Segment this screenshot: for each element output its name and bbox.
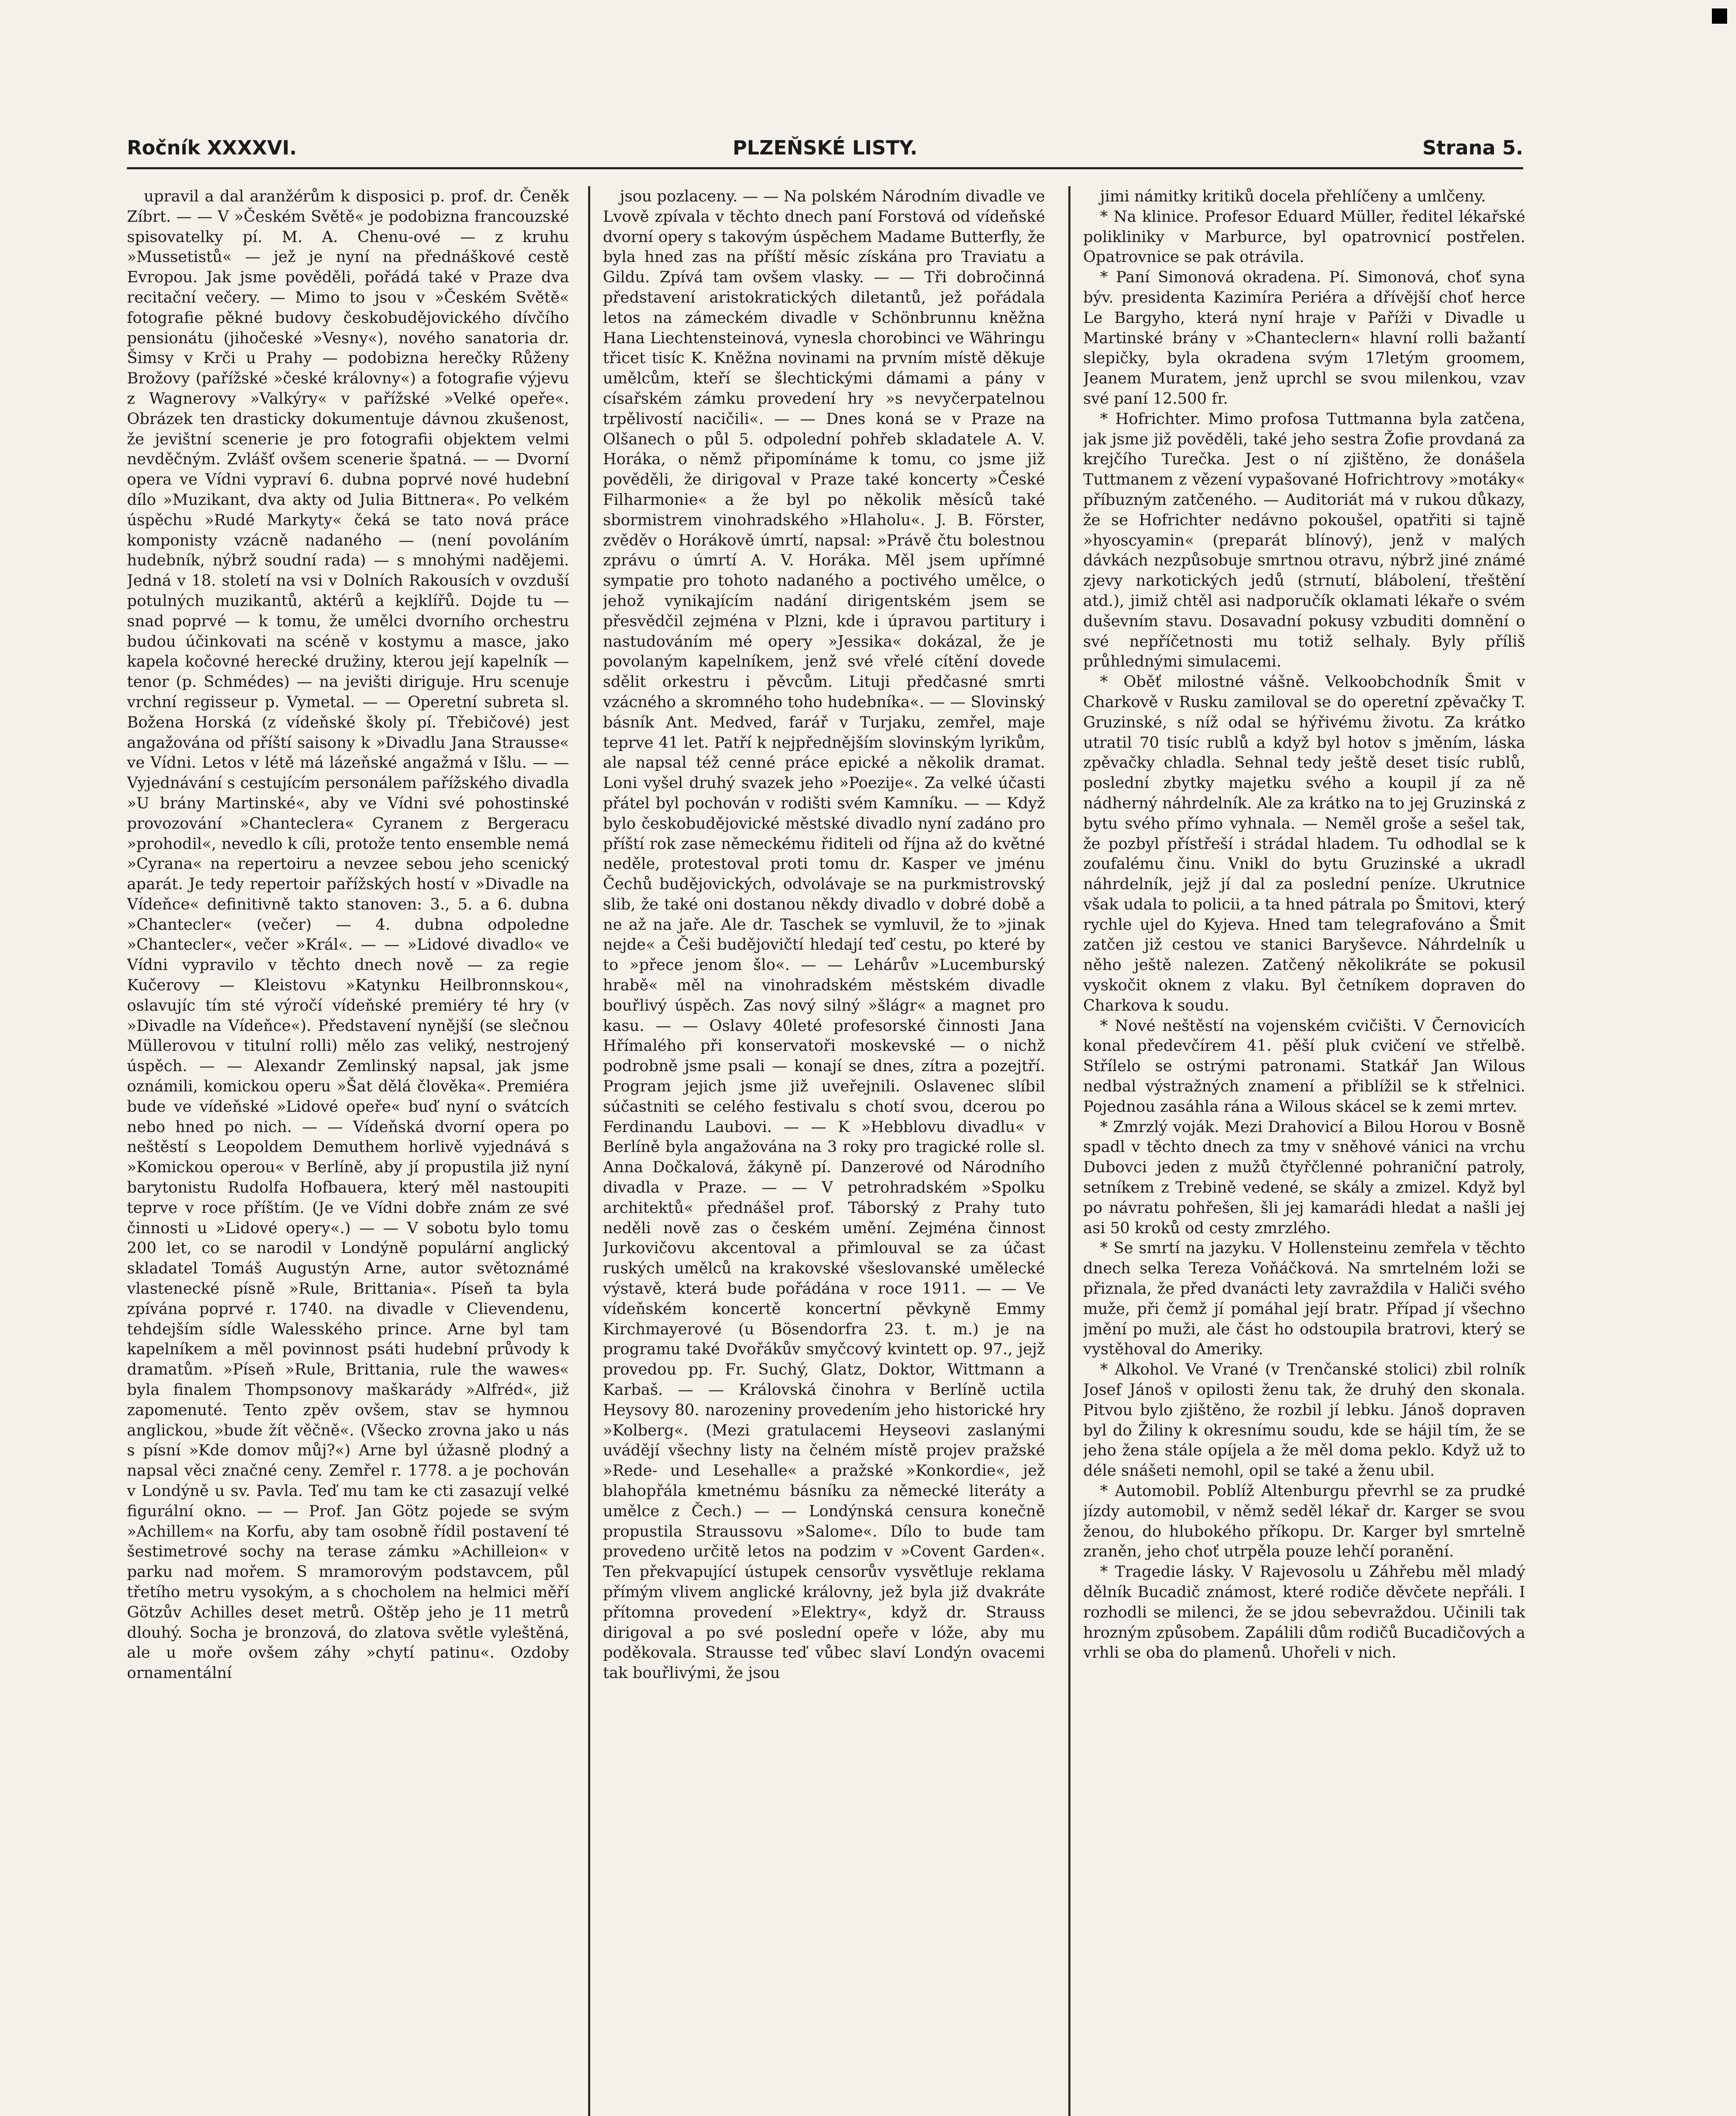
news-item-se-smrti: * Se smrtí na jazyku. V Hollensteinu zemřela v těchto dnech selka Tereza Voňáčková. Na smrtelném loži se přiznala, že před dvanácti lety zavraždila v Haliči svého muže, při čemž jí pomáhal její bratr. Případ jí všechno jmění po muži, ale část ho odstoupila bratrovi, který se vystěhoval do Ameriky. <box>1083 1239 1525 1358</box>
column-2-text: jsou pozlaceny. — — Na polském Národním divadle ve Lvově zpívala v těchto dnech paní Forstová od vídeňské dvorní opery s takovým úspěchem Madame Butterfly, že byla hned zas na příští měsíc získána pro Traviatu a Gildu. Zpívá tam ovšem vlasky. — — Tři dobročinná představení aristokratických diletantů, jež pořádala letos na zámeckém divadle v Schönbrunnu kněžna Hana Liechtensteinová, vynesla chorobinci ve Währingu třicet tisíc K. Kněžna novinami na prvním místě děkuje umělcům, kteří se šlechtickými dámami a pány v císařském zámku provedení hry »s nevyčerpatelnou trpělivostí nacičili«. — — Dnes koná se v Praze na Olšanech o půl 5. odpolední pohřeb skladatele A. V. Horáka, o němž připomínáme k tomu, co jsme již pověděli, že dirigoval v Praze také koncerty »České Filharmonie« a že byl po několik měsíců také sbormistrem vinohradského »Hlaholu«. J. B. Förster, zvěděv o Horákově úmrtí, napsal: »Právě čtu bolestnou zprávu o úmrtí A. V. Horáka. Měl jsem upřímné sympatie pro tohoto nadaného a poctivého umělce, o jehož vynikajícím nadání dirigentském jsem se přesvědčil zejména v Plzni, kde i úpravou partitury i nastudováním mé opery »Jessika« dokázal, že je povolaným kapelníkem, jenž své vřelé cítění dovede sdělit orkestru i pěvcům. Lituji předčasné smrti vzácného a skromného toho hudebníka«. — — Slovinský básník Ant. Medved, farář v Turjaku, zemřel, maje teprve 41 let. Patří k nejpřednějším slovinským lyrikům, ale napsal též cenné práce epické a několik dramat. Loni vyšel druhý svazek jeho »Poezije«. Za velké účasti přátel byl pochován v rodišti svém Kamníku. — — Když bylo českobudějovické městské divadlo nyní zadáno pro příští rok zase německému řiditeli od října až do květné neděle, protestoval proti tomu dr. Kasper ve jménu Čechů budějovických, odvolávaje se na purkmistrovský slib, že také oni dostanou někdy divadlo v dobré době a ne až na jaře. Ale dr. Taschek se vymluvil, že to »jinak nejde« a Češi budějovičtí hledají teď cestu, po které by to »přece jenom šlo«. — — Lehárův »Lucemburský hrabě« měl na vinohradském městském divadle bouřlivý úspěch. Zas nový silný »šlágr« a magnet pro kasu. — — Oslavy 40leté profesorské činnosti Jana Hřímalého při konservatoři moskevské — o nichž podrobně jsme psali — konají se dnes, zítra a pozejtří. Program jejich jsme již uveřejnili. Oslavenec slíbil súčastniti se celého festivalu s chotí svou, dcerou po Ferdinandu Laubovi. — — K »Hebblovu divadlu« v Berlíně byla angažována na 3 roky pro tragické rolle sl. Anna Dočkalová, žákyně pí. Danzerové od Národního divadla v Praze. — — V petrohradském »Spolku architektů« přednášel prof. Táborský z Prahy tuto neděli nově zas o českém umění. Zejména činnost Jurkovičovu akcentoval a přimlouval se za účast ruských umělců na krakovské všeslovanské umělecké výstavě, která bude pořádána v roce 1911. — — Ve vídeňském koncertě koncertní pěvkyně Emmy Kirchmayerové (u Bösendorfra 23. t. m.) je na programu také Dvořákův smyčcový kvintett op. 97., jejž provedou pp. Fr. Suchý, Glatz, Doktor, Wittmann a Karbaš. — — Královská činohra v Berlíně uctila Heysovy 80. narozeniny provedením jeho historické hry »Kolberg«. (Mezi gratulacemi Heyseovi zaslanými uvádějí všechny listy na čelném místě projev pražské »Rede- und Lesehalle« a pražské »Konkordie«, jež blahopřála kmetnému básníku za německé literáty a umělce z Čech.) — — Londýnská censura konečně propustila Straussovu »Salome«. Dílo to bude tam provedeno určitě letos na podzim v »Covent Garden«. Ten překvapující ústupek censorův vysvětluje reklama přímým vlivem anglické královny, jež byla již dvakráte přítomna provedení »Elektry«, když dr. Strauss dirigoval a po své poslední opeře v lóže, aby mu poděkovala. Strausse teď vůbec slaví Londýn ovacemi tak bouřlivými, že jsou <box>603 187 1045 1682</box>
newspaper-title: PLZEŇSKÉ LISTY. <box>732 136 918 159</box>
news-item-klinika: * Na klinice. Profesor Eduard Müller, ředitel lékařské polikliniky v Marburce, byl opatrovnicí postřelen. Opatrovnice se pak otrávila. <box>1083 207 1525 266</box>
column-2 <box>603 186 1045 2116</box>
news-item-obet-vasne: * Oběť milostné vášně. Velkoobchodník Šmit v Charkově v Rusku zamiloval se do operetní zpěvačky T. Gruzinské, s níž odal se hýřivému životu. Za krátko utratil 70 tisíc rublů a když byl hotov s jměním, láska zpěvačky chladla. Sehnal tedy ještě deset tisíc rublů, poslední zbytky majetku svého a koupil jí za ně nádherný náhrdelník. Ale za krátko na to jej Gruzinská z bytu svého přímo vyhnala. — Neměl groše a sešel tak, že pozbyl přístřeší i strádal hladem. Tu odhodlal se k zoufalému činu. Vnikl do bytu Gruzinské a ukradl náhrdelník, jejž jí dal za poslední peníze. Ukrutnice však udala to policii, a ta hned pátrala po Šmitovi, který rychle ujel do Kyjeva. Hned tam telegrafováno a Šmit zatčen již cestou ve stanici Baryševce. Náhrdelník u něho ještě nalezen. Zatčený několikráte se pokusil vyskočit oknem z vlaku. Byl četníkem dopraven do Charkova k soudu. <box>1083 672 1525 1014</box>
column-1 <box>127 186 569 2116</box>
news-item-hofrichter: * Hofrichter. Mimo profosa Tuttmanna byla zatčena, jak jsme již pověděli, také jeho sestra Žofie provdaná za krejčího Turečka. Jest o ní zjištěno, že donášela Tuttmanem z vězení vypašované Hofrichtrovy »motáky« příbuzným zatčeného. — Auditoriát má v rukou důkazy, že se Hofrichter nedávno pokoušel, opatřiti si tajně »hyoscyamin« (preparát blínový), jenž v malých dávkách nezpůsobuje smrtnou otravu, nýbrž jiné známé zjevy narkotických jedů (strnutí, blábolení, třeštění atd.), jimiž chtěl asi nadporučík oklamati lékaře o svém duševním stavu. Dosavadní pokusy vzbuditi domnění o své nepříčetnosti mu totiž selhaly. Byly příliš průhlednými simulacemi. <box>1083 409 1525 671</box>
news-item-tragedie: * Tragedie lásky. V Rajevosolu u Záhřebu měl mladý dělník Bucadič známost, které rodiče děvčete nepřáli. I rozhodli se milenci, že se jdou sebevraždou. Učinili tak hrozným způsobem. Zapálili dům rodičů Bucadičových a vrhli se oba do plamenů. Uhořeli v nich. <box>1083 1562 1525 1662</box>
news-item-cvicite: * Nové neštěstí na vojenském cvičišti. V Černovicích konal předevčírem 41. pěší pluk cvičení ve střelbě. Střílelo se ostrými patronami. Statkář Jan Wilous nedbal výstražných znamení a přiblížil se k střelnici. Pojednou zasáhla rána a Wilous skácel se k zemi mrtev. <box>1083 1016 1525 1116</box>
page-number: Strana 5. <box>1422 136 1523 159</box>
news-item-simonova: * Paní Simonová okradena. Pí. Simonová, choť syna býv. presidenta Kazimíra Periéra a dřívější choť herce Le Bargyho, která nyní hraje v Paříži v Divadle u Martinské brány v »Chanteclern« hlavní rolli bažantí slepičky, byla okradena svým 17letým groomem, Jeanem Muratem, jenž uprchl se svou milenkou, vzav své paní 12.500 fr. <box>1083 268 1525 408</box>
page-header <box>127 127 1523 169</box>
volume-number: Ročník XXXXVI. <box>127 136 297 159</box>
column-1-text: upravil a dal aranžérům k disposici p. prof. dr. Čeněk Zíbrt. — — V »Českém Světě« je podobizna francouzské spisovatelky pí. M. A. Chenu-ové — z kruhu »Mussetistů« — jež je nyní na přednáškové cestě Evropou. Jak jsme pověděli, pořádá také v Praze dva recitační večery. — Mimo to jsou v »Českém Světě« fotografie pěkné budovy českobudějovického dívčího pensionátu (jihočeské »Vesny«), nového sanatoria dr. Šimsy v Krči u Prahy — podobizna herečky Růženy Brožovy (pařížské »české královny«) a fotografie výjevu z Wagnerovy »Valkýry« v pařížské »Velké opeře«. Obrázek ten drasticky dokumentuje dávnou zkušenost, že jevištní scenerie je pro fotografii objektem velmi nevděčným. Zvlášť ovšem scenerie špatná. — — Dvorní opera ve Vídni vypraví 6. dubna poprvé nové hudební dílo »Muzikant, dva akty od Julia Bittnera«. Po velkém úspěchu »Rudé Markyty« čeká se tato nová práce komponisty vzácně nadaného — (není povoláním hudebník, nýbrž soudní rada) — s mnohými nadějemi. Jedná v 18. století na vsi v Dolních Rakousích v ovzduší potulných muzikantů, aktérů a kejklířů. Dojde tu — snad poprvé — k tomu, že umělci dvorního orchestru budou účinkovati na scéně v kostymu a masce, jako kapela kočovné herecké družiny, kterou její kapelník — tenor (p. Schmédes) — na jevišti diriguje. Hru scenuje vrchní regisseur p. Vymetal. — — Operetní subreta sl. Božena Horská (z vídeňské školy pí. Třebičové) jest angažována od příští saisony k »Divadlu Jana Strausse« ve Vídni. Letos v létě má lázeňské angažmá v Išlu. — — Vyjednávání s cestujícím personálem pařížského divadla »U brány Martinské«, aby ve Vídni své pohostinské provozování »Chanteclera« Cyranem z Bergeracu »prohodil«, nevedlo k cíli, protože tento ensemble nemá »Cyrana« na repertoiru a nevzee sebou jeho scenický aparát. Je tedy repertoir pařížských hostí v »Divadle na Vídeňce« definitivně takto stanoven: 3., 5. a 6. dubna »Chantecler« (večer) — 4. dubna odpoledne »Chantecler«, večer »Král«. — — »Lidové divadlo« ve Vídni vypravilo v těchto dnech nově — za regie Kučerovy — Kleistovu »Katynku Heilbronnskou«, oslavujíc tím sté výročí vídeňské premiéry té hry (v »Divadle na Vídeňce«). Představení nynější (se slečnou Müllerovou v titulní rolli) mělo zas veliký, nestrojený úspěch. — — Alexandr Zemlinský napsal, jak jsme oznámili, komickou operu »Šat dělá člověka«. Premiéra bude ve vídeňské »Lidové opeře« buď nyní o svátcích nebo hned po nich. — — Vídeňská dvorní opera po neštěstí s Leopoldem Demuthem horlivě vyjednává s »Komickou operou« v Berlíně, aby jí propustila již nyní barytonistu Rudolfa Hofbauera, který měl nastoupiti teprve v roce příštím. (Je ve Vídni dobře znám ze své činnosti u »Lidové opery«.) — — V sobotu bylo tomu 200 let, co se narodil v Londýně populární anglický skladatel Tomáš Augustýn Arne, autor světoznámé vlastenecké písně »Rule, Brittania«. Píseň ta byla zpívána poprvé r. 1740. na divadle v Clievendenu, tehdejším sídle Walesského prince. Arne byl tam kapelníkem a měl povinnost psáti hudební průvody k dramatům. »Píseň »Rule, Brittania, rule the wawes« byla finalem Thompsonovy maškarády »Alfréd«, již zapomenuté. Tento zpěv ovšem, stav se hymnou anglickou, »bude žít věčně«. (Všecko zrovna jako u nás s písní »Kde domov můj?«) Arne byl úžasně plodný a napsal věci značné ceny. Zemřel r. 1778. a je pochován v Londýně u sv. Pavla. Teď mu tam ke cti zasazují velké figurální okno. — — Prof. Jan Götz pojede se svým »Achillem« na Korfu, aby tam osobně řídil postavení té šestimetrové sochy na terase zámku »Achilleion« v parku nad mořem. S mramorovým podstavcem, půl třetího metru vysokým, a s chocholem na helmici měří Götzův Achilles deset metrů. Oštěp jeho je 11 metrů dlouhý. Socha je bronzová, do zlatova světle vyleštěná, ale u moře ovšem záhy »chytí patinu«. Ozdoby ornamentální <box>127 187 569 1682</box>
news-paragraph: jimi námitky kritiků docela přehlíčeny a umlčeny. <box>1100 187 1486 205</box>
registration-mark <box>1712 8 1727 24</box>
news-item-automobil: * Automobil. Poblíž Altenburgu převrhl se za prudké jízdy automobil, v němž seděl lékař dr. Karger se svou ženou, do hlubokého příkopu. Dr. Karger byl smrtelně zraněn, jeho choť utrpěla pouze lehčí poranění. <box>1083 1482 1525 1561</box>
news-item-zmrzly-vojak: * Zmrzlý voják. Mezi Drahovicí a Bilou Horou v Bosně spadl v těchto dnech za tmy v sněhové vánici na vrchu Dubovci jeden z mužů čtyřčlenné pohraniční patroly, setníkem z Trebině vedené, se skály a zmizel. Když byl po návratu pohřešen, šli jej kamarádi hledat a našli jej asi 50 kroků od cesty zmrzlého. <box>1083 1117 1525 1237</box>
column-3 <box>1083 186 1525 2116</box>
news-item-alkohol: * Alkohol. Ve Vrané (v Trenčanské stolici) zbil rolník Josef Jánoš v opilosti ženu tak, že druhý den skonala. Pitvou bylo zjištěno, že rozbil jí lebku. Jánoš dopraven byl do Žiliny k okresnímu soudu, kde se hájil tím, že se jeho žena stále opíjela a že měl doma peklo. Když už to déle snášeti nemohl, opil se také a ženu ubil. <box>1083 1360 1525 1480</box>
column-divider <box>1068 186 1070 2116</box>
column-divider <box>588 186 590 2116</box>
